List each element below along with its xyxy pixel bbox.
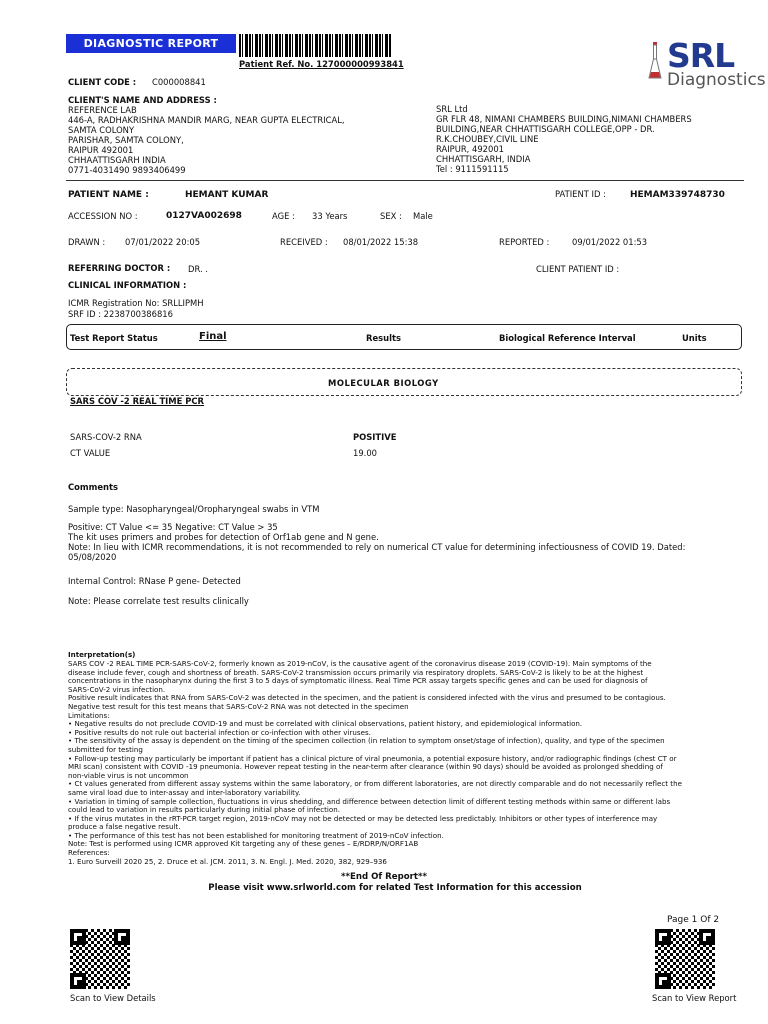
comments-body (68, 522, 744, 562)
client-address-line: 0771-4031490 9893406499 (68, 165, 186, 175)
interpretation-line: non-viable virus is not uncommon (68, 770, 189, 780)
comment-line: Note: In lieu with ICMR recommendations, it is not recommended to rely on numerical CT value for determining infectiousness of COVID 19. Dated: (68, 542, 686, 552)
lab-address (436, 104, 692, 174)
lab-address-line: SRL Ltd (436, 104, 468, 114)
interpretation-line: SARS COV -2 REAL TIME PCR-SARS-CoV-2, formerly known as 2019-nCoV, is the causative agent of the coronavirus disease 2019 (COVID-19). Main symptoms of the (68, 659, 652, 668)
sex-label: SEX : (380, 211, 402, 221)
age-value: 33 Years (312, 211, 348, 221)
client-patient-id-label: CLIENT PATIENT ID : (536, 264, 620, 274)
interpretation-line: concentrations in the nasopharynx during the first 3 to 5 days of symptomatic illness. Real Time PCR assay targets specific genes and can be used for diagnosis of (68, 676, 648, 686)
interpretation-line: same viral load due to inter-assay and inter-laboratory variability. (68, 787, 301, 797)
client-address-line: RAIPUR 492001 (68, 145, 134, 155)
interpretation-line: could lead to variation in results particularly during initial phase of infection. (68, 805, 340, 815)
interpretation-line: • Follow-up testing may particularly be important if patient has a clinical picture of viral pneumonia, a potential exposure history, and/or radiographic findings (chest CT or (68, 753, 677, 763)
qr-finder (70, 929, 86, 945)
received-datetime: 08/01/2022 15:38 (343, 237, 419, 247)
end-of-report: **End Of Report** (341, 872, 427, 882)
reported-datetime: 09/01/2022 01:53 (572, 237, 648, 247)
patient-ref-number: Patient Ref. No. 127000000993841 (239, 59, 404, 69)
referring-doctor: DR. . (188, 264, 208, 274)
result-name: SARS-COV-2 RNA (70, 432, 142, 442)
interpretation-line: • The sensitivity of the assay is dependent on the timing of the specimen collection (in relation to symptom onset/stage of infection), quality, and type of the specimen (68, 736, 665, 746)
accession-label: ACCESSION NO : (68, 211, 138, 221)
lab-address-line: R.K.CHOUBEY,CIVIL LINE (436, 134, 539, 144)
srl-logo: SRL (667, 36, 735, 75)
interpretation-body (68, 660, 744, 866)
section-title: MOLECULAR BIOLOGY (328, 378, 439, 388)
interpretation-line: MRI scan) consistent with COVID -19 pneumonia. However repeat testing in the near-term after clearance (within 90 days) should be avoided as prolonged shedding of (68, 762, 663, 772)
qr-finder (655, 973, 671, 989)
lab-address-line: CHHATTISGARH, INDIA (436, 154, 531, 164)
patient-barcode (239, 34, 391, 57)
visit-website-note: Please visit www.srlworld.com for related Test Information for this accession (208, 883, 582, 893)
interpretation-line: 1. Euro Surveill 2020 25, 2. Druce et al. JCM. 2011, 3. N. Engl. J. Med. 2020, 382, 929–936 (68, 856, 387, 866)
report-status: Final (199, 331, 227, 342)
flask-icon (648, 42, 662, 82)
diagnostics-logo-text: Diagnostics (667, 70, 766, 90)
interpretation-line: • Variation in timing of sample collection, fluctuations in virus shedding, and difference between detection limit of different testing methods within same or different labs (68, 796, 671, 806)
comment-line: 05/08/2020 (68, 552, 117, 562)
icmr-registration: ICMR Registration No: SRLLIPMH (68, 298, 204, 308)
result-name: CT VALUE (70, 448, 111, 458)
client-code-label: CLIENT CODE : (68, 77, 137, 87)
results-column-header: Results (366, 333, 401, 343)
scan-details-label: Scan to View Details (70, 993, 156, 1003)
interpretation-title: Interpretation(s) (68, 650, 136, 659)
interpretation-line: Note: Test is performed using ICMR approved Kit targeting any of these genes – E/RDRP/N/ORF1AB (68, 839, 419, 849)
result-value: 19.00 (353, 448, 377, 458)
page-number: Page 1 Of 2 (667, 915, 720, 925)
result-value: POSITIVE (353, 432, 397, 442)
internal-control: Internal Control: RNase P gene- Detected (68, 576, 241, 586)
drawn-datetime: 07/01/2022 20:05 (125, 237, 201, 247)
referring-doctor-label: REFERRING DOCTOR : (68, 263, 171, 273)
sample-type: Sample type: Nasopharyngeal/Oropharyngeal swabs in VTM (68, 504, 320, 514)
lab-address-line: GR FLR 48, NIMANI CHAMBERS BUILDING,NIMANI CHAMBERS (436, 114, 692, 124)
interpretation-line: • Positive results do not rule out bacterial infection or co-infection with other viruses. (68, 727, 371, 737)
client-address-line: CHHAATTISGARH INDIA (68, 155, 166, 165)
interpretation-line: disease include fever, cough and shortness of breath. SARS-CoV-2 transmission occurs primarily via respiratory droplets. SARS-CoV-2 is likely to be at the highest (68, 667, 644, 677)
qr-finder (699, 929, 715, 945)
lab-address-line: Tel : 9111591115 (436, 164, 509, 174)
client-code: C000008841 (152, 77, 206, 87)
client-address (68, 105, 345, 175)
client-address-line: SAMTA COLONY (68, 125, 135, 135)
interpretation-line: • Ct values generated from different assay systems within the same laboratory, or from different laboratories, are not directly comparable and do not necessarily reflect the (68, 779, 682, 789)
accession-number: 0127VA002698 (166, 211, 242, 221)
report-title: DIAGNOSTIC REPORT (66, 34, 236, 53)
scan-report-label: Scan to View Report (652, 993, 737, 1003)
results-table-header (66, 324, 742, 350)
units-column-header: Units (682, 333, 707, 343)
qr-finder (70, 973, 86, 989)
interpretation-line: Limitations: (68, 710, 110, 720)
reported-label: REPORTED : (499, 237, 550, 247)
comment-line: Positive: CT Value <= 35 Negative: CT Value > 35 (68, 522, 278, 532)
reference-interval-header: Biological Reference Interval (499, 333, 636, 343)
srf-id: SRF ID : 2238700386816 (68, 309, 173, 319)
clinical-note: Note: Please correlate test results clinically (68, 596, 249, 606)
interpretation-line: Negative test result for this test means that SARS-CoV-2 RNA was not detected in the specimen (68, 701, 409, 711)
qr-finder (655, 929, 671, 945)
interpretation-line: • Negative results do not preclude COVID-19 and must be correlated with clinical observations, patient history, and epidemiological information. (68, 719, 583, 729)
lab-address-line: RAIPUR, 492001 (436, 144, 504, 154)
patient-id-label: PATIENT ID : (555, 189, 606, 199)
interpretation-line: • If the virus mutates in the rRT-PCR target region, 2019-nCoV may not be detected or may be detected less predictably. Inhibitors or other types of interference may (68, 813, 658, 823)
qr-finder (114, 929, 130, 945)
lab-address-line: BUILDING,NEAR CHHATTISGARH COLLEGE,OPP - DR. (436, 124, 655, 134)
interpretation-line: References: (68, 848, 110, 858)
patient-id: HEMAM339748730 (630, 190, 725, 200)
interpretation-line: produce a false negative result. (68, 822, 181, 832)
client-address-line: PARISHAR, SAMTA COLONY, (68, 135, 184, 145)
clinical-info-label: CLINICAL INFORMATION : (68, 280, 187, 290)
client-name-label: CLIENT'S NAME AND ADDRESS : (68, 95, 217, 105)
comments-title: Comments (68, 482, 118, 492)
report-qr-code[interactable] (655, 929, 715, 989)
interpretation-line: submitted for testing (68, 744, 143, 754)
interpretation-line: Positive result indicates that RNA from SARS-CoV-2 was detected in the specimen, and the patient is considered infected with the virus and presumed to be contagious. (68, 693, 666, 703)
test-report-status-label: Test Report Status (70, 333, 158, 343)
comment-line: The kit uses primers and probes for detection of Orf1ab gene and N gene. (68, 532, 379, 542)
client-address-line: REFERENCE LAB (68, 105, 137, 115)
client-address-line: 446-A, RADHAKRISHNA MANDIR MARG, NEAR GUPTA ELECTRICAL, (68, 115, 345, 125)
age-label: AGE : (272, 211, 295, 221)
received-label: RECEIVED : (280, 237, 328, 247)
patient-name-label: PATIENT NAME : (68, 190, 149, 200)
sex-value: Male (413, 211, 433, 221)
test-name: SARS COV -2 REAL TIME PCR (70, 396, 205, 406)
patient-name: HEMANT KUMAR (185, 190, 269, 200)
drawn-label: DRAWN : (68, 237, 106, 247)
interpretation-line: • The performance of this test has not been established for monitoring treatment of 2019-nCoV infection. (68, 830, 444, 840)
divider (66, 180, 744, 181)
interpretation-line: SARS-CoV-2 virus infection. (68, 684, 166, 694)
details-qr-code[interactable] (70, 929, 130, 989)
